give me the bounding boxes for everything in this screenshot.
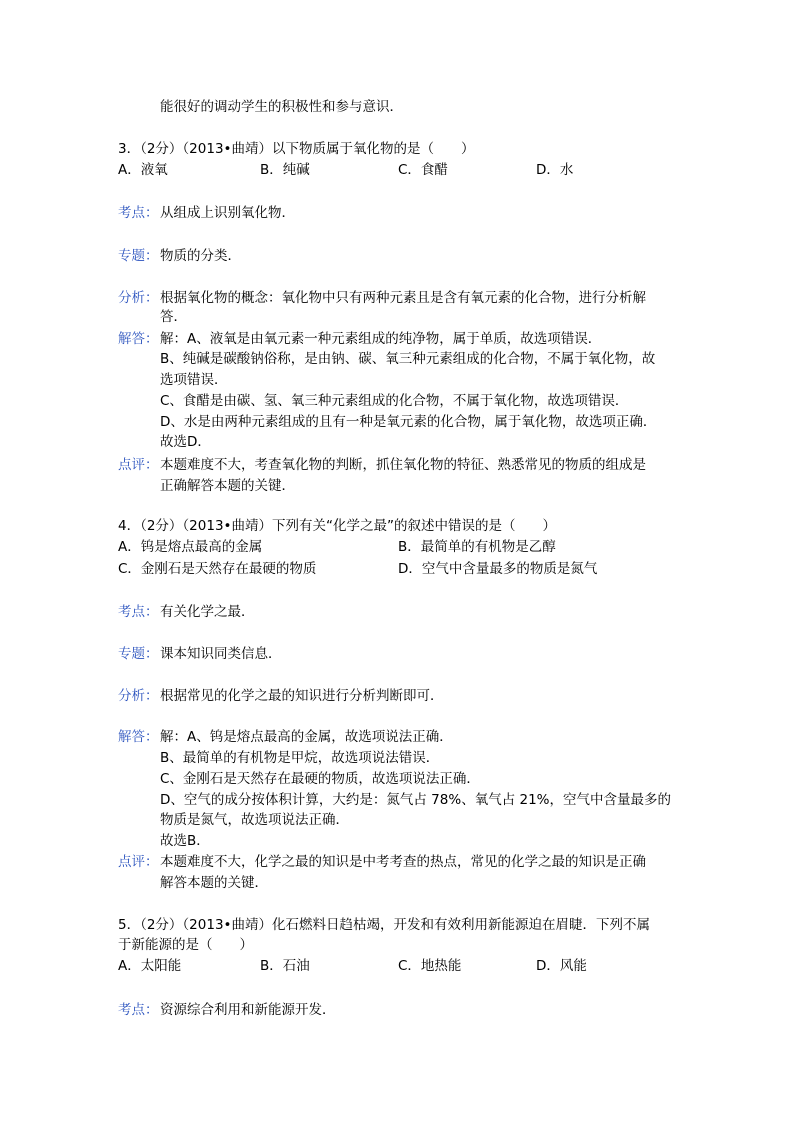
q4-jieda-line: C、金刚石是天然存在最硬的物质，故选项说法正确． <box>160 771 480 787</box>
q5-kaodian-text: 资源综合利用和新能源开发． <box>160 1002 336 1018</box>
q4-dianping-line: 解答本题的关键． <box>160 875 268 891</box>
q4-jieda-line: 物质是氮气，故选项说法正确． <box>160 812 349 828</box>
q4-kaodian-label: 考点： <box>118 604 159 620</box>
q4-zhuanti-label: 专题： <box>118 646 159 662</box>
q3-fenxi-label: 分析： <box>118 290 159 306</box>
q3-jieda-line: D、水是由两种元素组成的且有一种是氧元素的化合物，属于氧化物，故选项正确． <box>160 414 657 430</box>
q4-option-b: B．最简单的有机物是乙醇 <box>398 539 556 555</box>
q4-option-a: A．钨是熔点最高的金属 <box>118 539 263 555</box>
q3-option-b: B．纯碱 <box>260 162 310 178</box>
q4-jieda-line: 故选B． <box>160 833 210 849</box>
q5-kaodian-label: 考点： <box>118 1002 159 1018</box>
q3-dianping-line: 正确解答本题的关键． <box>160 478 295 494</box>
q3-zhuanti-text: 物质的分类． <box>160 248 241 264</box>
q4-dianping-line: 本题难度不大，化学之最的知识是中考考查的热点，常见的化学之最的知识是正确 <box>160 854 646 870</box>
q3-stem: 3．（2分）（2013•曲靖）以下物质属于氧化物的是（ ） <box>118 141 475 157</box>
intro-line: 能很好的调动学生的积极性和参与意识． <box>160 99 403 115</box>
q4-jieda-line: 解：A、钨是熔点最高的金属，故选项说法正确． <box>160 729 453 745</box>
q3-dianping-label: 点评： <box>118 457 159 473</box>
q5-option-d: D．风能 <box>536 958 587 974</box>
q3-fenxi-line: 根据氧化物的概念：氧化物中只有两种元素且是含有氧元素的化合物，进行分析解 <box>160 290 646 306</box>
q4-option-d: D．空气中含量最多的物质是氮气 <box>398 561 598 577</box>
q5-stem-line: 5．（2分）（2013•曲靖）化石燃料日趋枯竭，开发和有效利用新能源迫在眉睫．下列不属 <box>118 917 650 933</box>
q3-option-d: D．水 <box>536 162 574 178</box>
q3-jieda-line: 解：A、液氧是由氧元素一种元素组成的纯净物，属于单质，故选项错误． <box>160 331 602 347</box>
q3-jieda-line: C、食醋是由碳、氢、氧三种元素组成的化合物，不属于氧化物，故选项错误． <box>160 393 629 409</box>
q4-dianping-label: 点评： <box>118 854 159 870</box>
q4-jieda-label: 解答： <box>118 729 159 745</box>
q5-stem-line: 于新能源的是（ ） <box>118 937 253 953</box>
q3-jieda-label: 解答： <box>118 331 159 347</box>
q3-fenxi-line: 答． <box>160 309 187 325</box>
q4-fenxi-line: 根据常见的化学之最的知识进行分析判断即可． <box>160 688 444 704</box>
q4-jieda-line: D、空气的成分按体积计算，大约是：氮气占 78%、氧气占 21%，空气中含量最多的 <box>160 792 671 808</box>
q5-option-c: C．地热能 <box>398 958 462 974</box>
q3-kaodian-label: 考点： <box>118 205 159 221</box>
q3-option-a: A．液氧 <box>118 162 168 178</box>
q5-option-b: B．石油 <box>260 958 310 974</box>
q3-zhuanti-label: 专题： <box>118 248 159 264</box>
q4-option-c: C．金刚石是天然存在最硬的物质 <box>118 561 317 577</box>
q3-jieda-line: B、纯碱是碳酸钠俗称，是由钠、碳、氧三种元素组成的化合物，不属于氧化物，故 <box>160 351 656 367</box>
q4-jieda-line: B、最简单的有机物是甲烷，故选项说法错误． <box>160 750 440 766</box>
q4-zhuanti-text: 课本知识同类信息． <box>160 646 282 662</box>
q3-option-c: C．食醋 <box>398 162 448 178</box>
q4-kaodian-text: 有关化学之最． <box>160 604 255 620</box>
q4-stem: 4．（2分）（2013•曲靖）下列有关“化学之最”的叙述中错误的是（ ） <box>118 518 556 534</box>
q3-kaodian-text: 从组成上识别氧化物． <box>160 205 295 221</box>
q5-option-a: A．太阳能 <box>118 958 182 974</box>
q4-fenxi-label: 分析： <box>118 688 159 704</box>
q3-jieda-line: 故选D． <box>160 434 211 450</box>
q3-dianping-line: 本题难度不大，考查氧化物的判断，抓住氧化物的特征、熟悉常见的物质的组成是 <box>160 457 646 473</box>
q3-jieda-line: 选项错误． <box>160 372 228 388</box>
